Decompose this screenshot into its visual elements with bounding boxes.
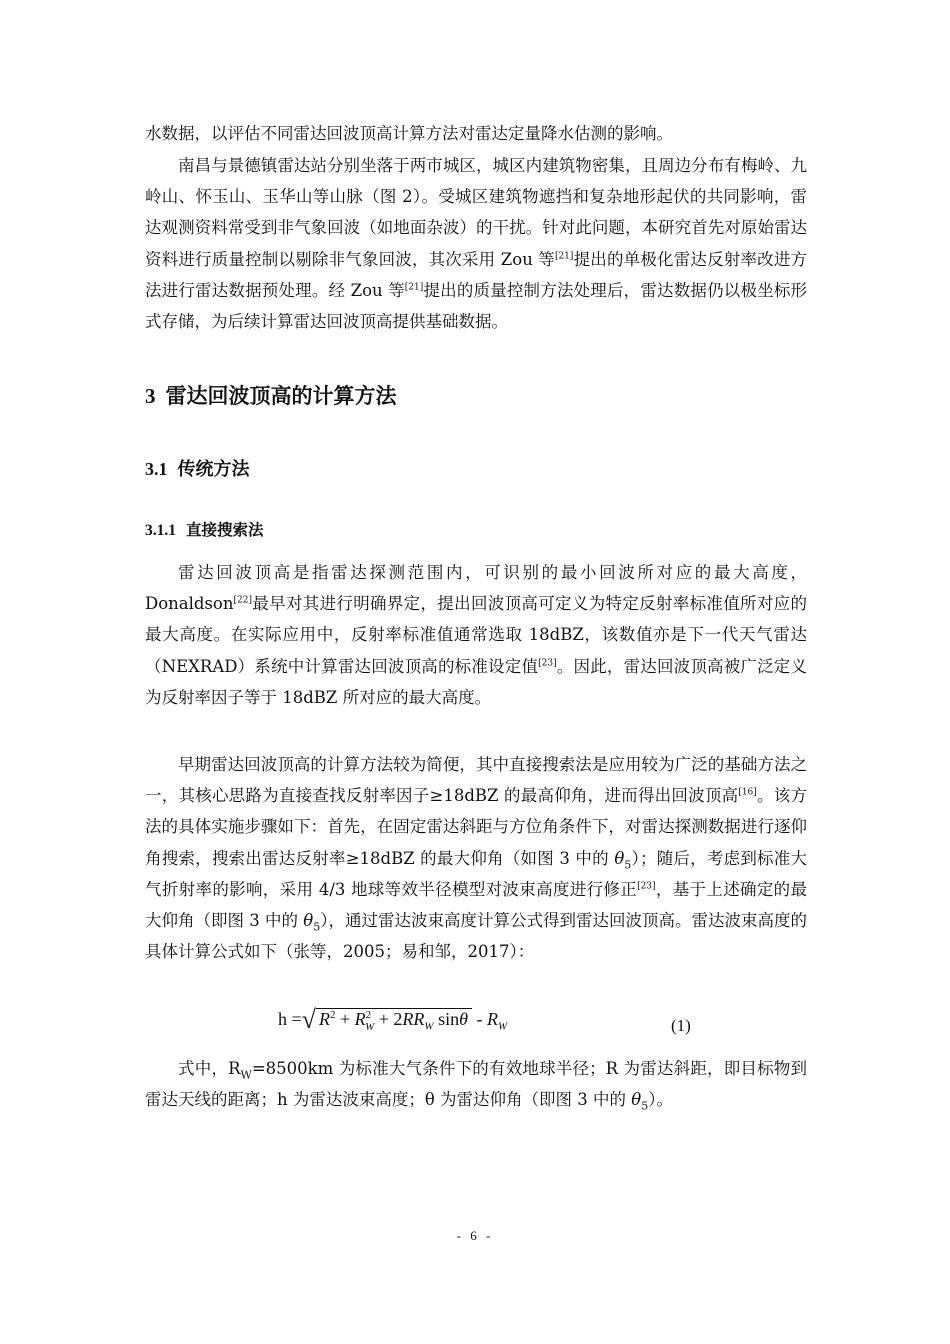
subsubsection-heading: 3.1.1 直接搜索法: [145, 521, 264, 539]
paragraph-echo-top-definition: 雷达回波顶高是指雷达探测范围内，可识别的最小回波所对应的最大高度，Donaldson[22]最早对其进行明确界定，提出回波顶高可定义为特定反射率标准值所对应的最大高度。在实际应用中，反射率标准值通常选取 18dBZ，该数值亦是下一代天气雷达（NEXRAD）系统中计算雷达回波顶高的标准设定值[23]。因此，雷达回波顶高被广泛定义为反射率因子等于 18dBZ 所对应的最大高度。: [145, 563, 808, 707]
paragraph-formula-explanation: 式中，$R_W=8500km$ 为标准大气条件下的有效地球半径；R 为雷达斜距，即目标物到雷达天线的距离；h 为雷达波束高度；θ 为雷达仰角（即图 3 中的 $\theta_5$）。: [145, 1059, 807, 1113]
citation-ref: [16]: [738, 787, 757, 798]
theta-symbol: θ: [614, 848, 625, 868]
sqrt-sign: √: [301, 1005, 316, 1034]
radicand: $R^2 + R^2_W + 2RR_W$ sinθ: [316, 1008, 472, 1033]
equation-number: (1): [671, 1016, 691, 1035]
theta-symbol: θ: [631, 1090, 642, 1110]
section-heading: 3 雷达回波顶高的计算方法: [145, 384, 397, 408]
citation-ref: [23]: [538, 658, 557, 669]
paragraph-radar-sites: 南昌与景德镇雷达站分别坐落于两市城区，城区内建筑物密集，且周边分布有梅岭、九岭山、怀玉山、玉华山等山脉（图 2）。受城区建筑物遮挡和复杂地形起伏的共同影响，雷达观测资料常受到非气象回波（如地面杂波）的干扰。针对此问题，本研究首先对原始雷达资料进行质量控制以剔除非气象回波，其次采用 Zou 等[21]提出的单极化雷达反射率改进方法进行雷达数据预处理。经 Zou 等[21]提出的质量控制方法处理后，雷达数据仍以极坐标形式存储，为后续计算雷达回波顶高提供基础数据。: [145, 156, 808, 332]
paragraph-direct-search: 早期雷达回波顶高的计算方法较为简便，其中直接搜索法是应用较为广泛的基础方法之一，其核心思路为直接查找反射率因子≥18dBZ 的最高仰角，进而得出回波顶高[16]。该方法的具体实施步骤如下：首先，在固定雷达斜距与方位角条件下，对雷达探测数据进行逐仰角搜索，搜索出雷达反射率≥18dBZ 的最大仰角（如图 3 中的 $\theta_5$）；随后，考虑到标准大气折射率的影响，采用 4/3 地球等效半径模型对波束高度进行修正[23]，基于上述确定的最大仰角（即图 3 中的 $\theta_5$），通过雷达波束高度计算公式得到雷达回波顶高。雷达波束高度的具体计算公式如下（张等，2005；易和邹，2017）：: [145, 755, 808, 962]
citation-ref: [21]: [404, 282, 424, 293]
citation-ref: [23]: [637, 881, 656, 892]
citation-ref: [21]: [554, 251, 574, 262]
theta-symbol: θ: [303, 911, 314, 931]
page-number: - 6 -: [456, 1228, 494, 1243]
paragraph-continued: 水数据，以评估不同雷达回波顶高计算方法对雷达定量降水估测的影响。: [145, 124, 673, 143]
citation-ref: [22]: [233, 595, 252, 606]
subsection-heading: 3.1 传统方法: [145, 459, 250, 480]
beam-height-formula: h =√ $R^2 + R^2_W + 2RR_W$ sinθ - $R_W$: [278, 1005, 508, 1034]
